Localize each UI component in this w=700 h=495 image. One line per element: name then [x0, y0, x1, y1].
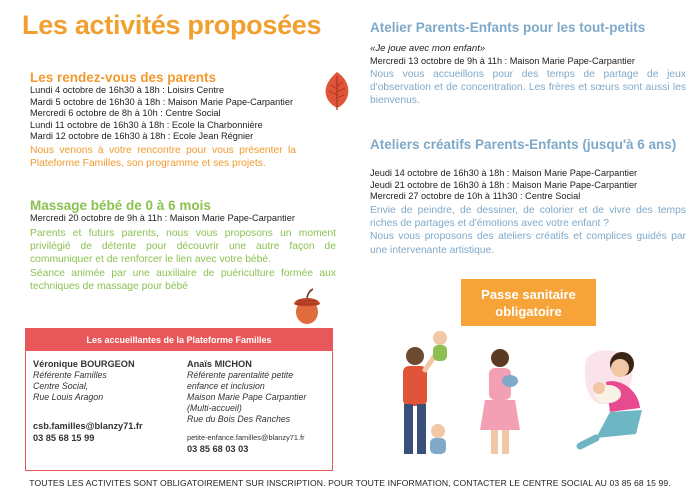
rdv-line: Lundi 4 octobre de 16h30 à 18h : Loisirs Centre: [30, 85, 225, 95]
atelier-heading: Atelier Parents-Enfants pour les tout-petits: [370, 20, 646, 35]
creatifs-text: [370, 204, 686, 257]
massage-text-2: Séance animée par une auxiliaire de puériculture formée aux techniques de massage pour bébé: [30, 267, 336, 292]
creatifs-line: Jeudi 14 octobre de 16h30 à 18h : Maison Marie Pape-Carpantier: [370, 168, 638, 178]
footer-note: TOUTES LES ACTIVITES SONT OBLIGATOIREMENT SUR INSCRIPTION. POUR TOUTE INFORMATION, CONTACTER LE CENTRE SOCIAL AU 03 85 68 15 99.: [29, 478, 671, 488]
acorn-icon: [287, 286, 327, 326]
rdv-text: Nous venons à votre rencontre pour vous présenter la Plateforme Familles, son programme et ses projets.: [30, 145, 296, 170]
creatifs-schedule: [370, 168, 637, 203]
massage-heading: Massage bébé de 0 à 6 mois: [30, 198, 211, 213]
mother-baby-figure: [580, 350, 642, 446]
contact-role: (Multi-accueil): [187, 403, 242, 413]
contact-left: [33, 359, 183, 444]
contact-email[interactable]: petite-enfance.familles@blanzy71.fr: [187, 433, 305, 442]
creatifs-line: Jeudi 21 octobre de 16h30 à 18h : Maison Marie Pape-Carpantier: [370, 179, 638, 190]
autumn-leaf-icon: [322, 70, 352, 112]
contact-role: Centre Social,: [33, 381, 89, 391]
contact-role: Référente parentalité petite: [187, 370, 294, 380]
rdv-line: Mercredi 6 octobre de 8h à 10h : Centre Social: [30, 108, 221, 119]
contacts-header: Les accueillantes de la Plateforme Familles: [26, 329, 332, 351]
contacts-box: [25, 328, 333, 471]
massage-line: Mercredi 20 octobre de 9h à 11h : Maison Marie Pape-Carpantier: [30, 213, 295, 223]
contact-role: Maison Marie Pape Carpantier: [187, 392, 307, 402]
contact-role: Rue du Bois Des Ranches: [187, 414, 291, 424]
contact-role: Référente Familles: [33, 370, 107, 380]
creatifs-line: Mercredi 27 octobre de 10h à 11h30 : Centre Social: [370, 191, 581, 202]
massage-text-1: Parents et futurs parents, nous vous proposons un moment privilégié de détente pour découvrir une autre façon de communiquer et de renforcer le lien avec votre bébé.: [30, 228, 336, 266]
massage-text: [30, 227, 336, 293]
atelier-line: Mercredi 13 octobre de 9h à 11h : Maison Marie Pape-Carpantier: [370, 56, 635, 66]
contact-name: Anaïs MICHON: [187, 359, 252, 369]
pass-sanitaire-badge: [461, 279, 596, 326]
contact-right: [187, 359, 330, 455]
toddler-figure: [430, 424, 446, 454]
contact-phone[interactable]: 03 85 68 15 99: [33, 433, 95, 443]
creatifs-text-1: Envie de peindre, de dessiner, de colorier et de vivre des temps riches de partages et d'émotions avec votre enfant ?: [370, 205, 686, 230]
atelier-text: Nous vous accueillons pour des temps de partage de jeux d'observation et de concentration. Les frères et sœurs sont aussi les bienvenus.: [370, 69, 686, 107]
contact-role: enfance et inclusion: [187, 381, 265, 391]
rdv-line: Mardi 5 octobre de 16h30 à 18h : Maison Marie Pape-Carpantier: [30, 96, 294, 107]
contact-phone[interactable]: 03 85 68 03 03: [187, 444, 249, 454]
creatifs-text-2: Nous vous proposons des ateliers créatifs et complices guidés par une intervenante artistique.: [370, 231, 686, 256]
contact-role: Rue Louis Aragon: [33, 392, 104, 402]
rdv-line: Lundi 11 octobre de 16h30 à 18h : Ecole la Charbonnière: [30, 119, 263, 130]
pass-sanitaire-label: Passe sanitaire obligatoire: [481, 286, 576, 319]
creatifs-heading: Ateliers créatifs Parents-Enfants (jusqu'à 6 ans): [370, 137, 677, 152]
atelier-subtitle: «Je joue avec mon enfant»: [370, 43, 486, 54]
rdv-line: Mardi 12 octobre de 16h30 à 18h : Ecole Jean Régnier: [30, 131, 254, 142]
family-illustration: [370, 326, 690, 466]
rdv-heading: Les rendez-vous des parents: [30, 70, 217, 85]
page-title: Les activités proposées: [22, 10, 322, 40]
contact-name: Véronique BOURGEON: [33, 359, 135, 369]
rdv-schedule: [30, 85, 293, 143]
mother-figure: [480, 349, 520, 454]
contact-email[interactable]: csb.familles@blanzy71.fr: [33, 421, 143, 431]
